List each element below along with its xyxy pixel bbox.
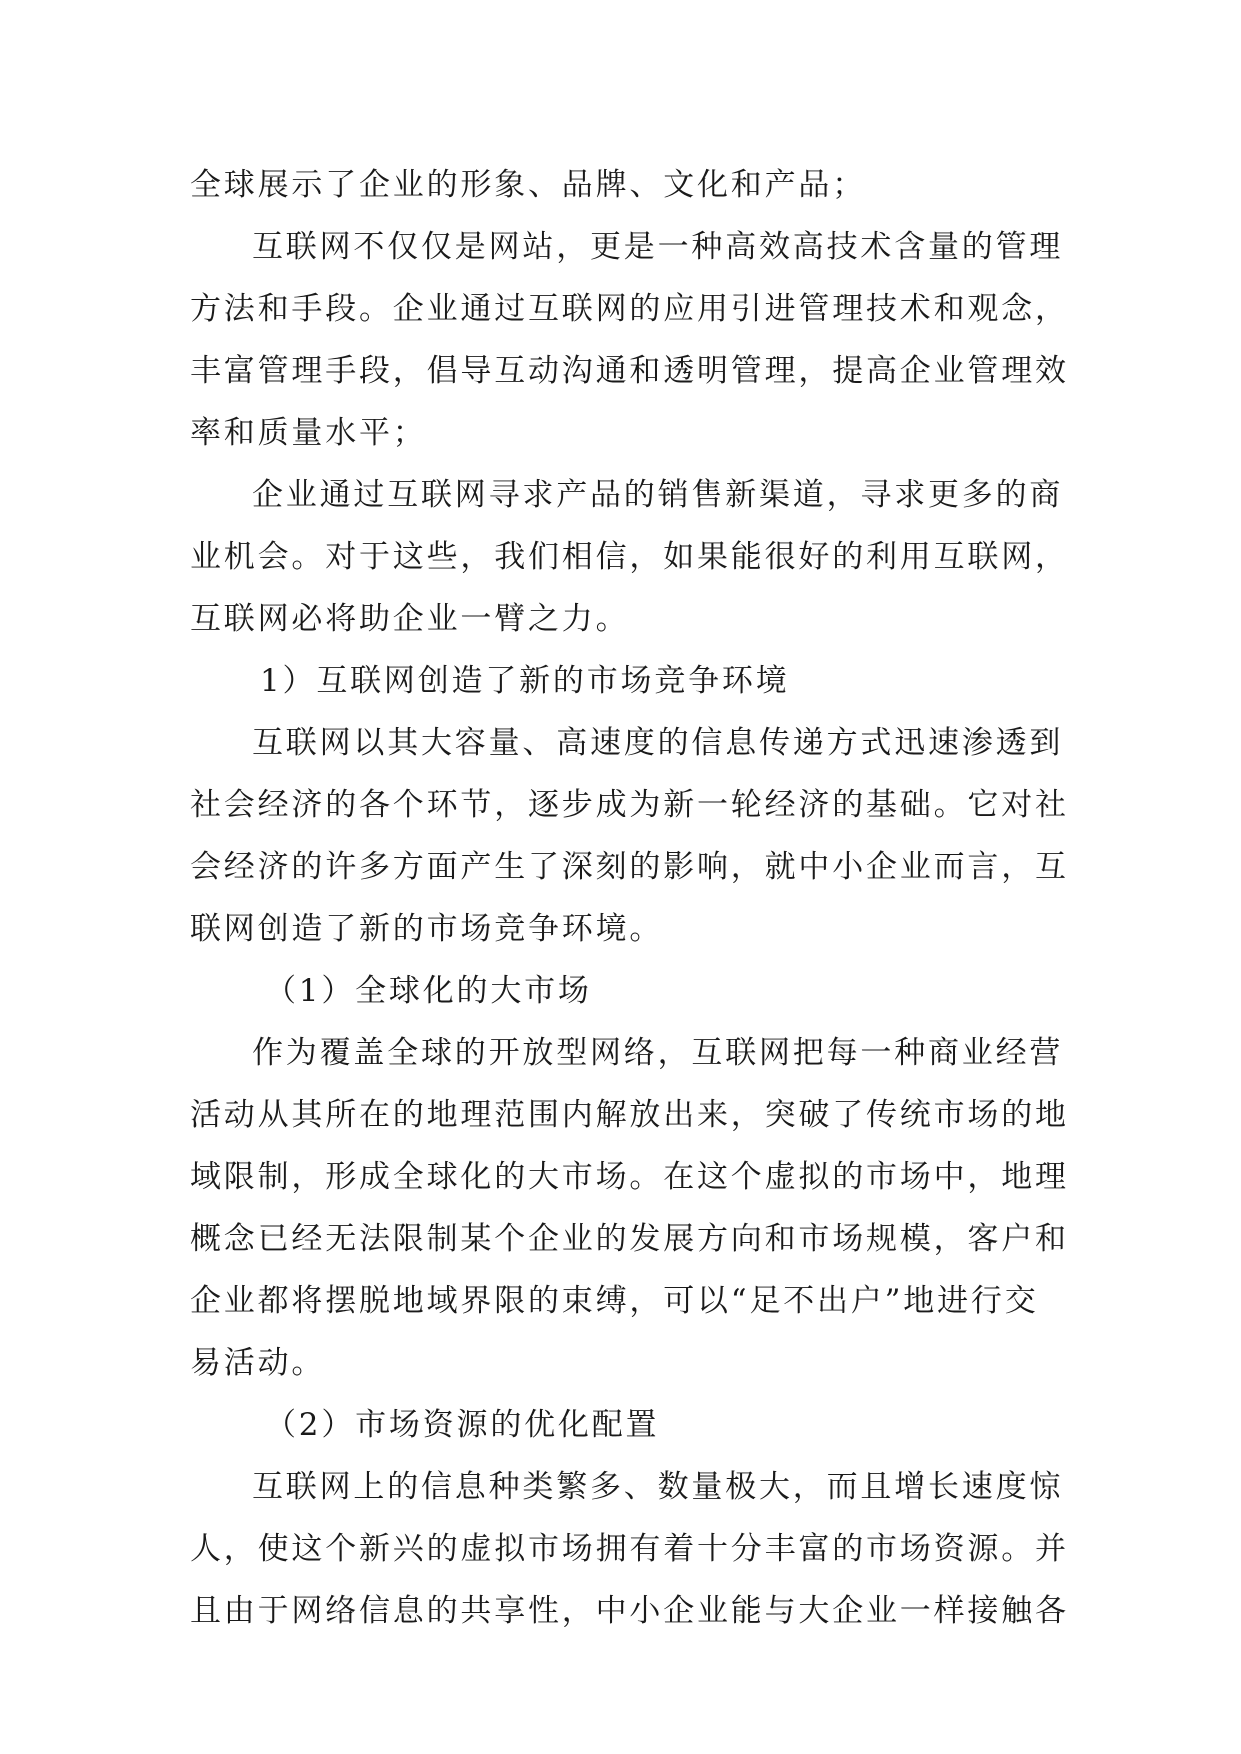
text-line: 易活动。 — [190, 1345, 326, 1381]
paragraph-first-line: 企业通过互联网寻求产品的销售新渠道，寻求更多的商 — [252, 477, 1064, 513]
text-line: 率和质量水平； — [190, 415, 427, 451]
text-line: 联网创造了新的市场竞争环境。 — [190, 911, 664, 947]
text-line: 方法和手段。企业通过互联网的应用引进管理技术和观念， — [190, 291, 1069, 327]
text-line: 域限制，形成全球化的大市场。在这个虚拟的市场中，地理 — [190, 1159, 1069, 1195]
paragraph-first-line: 互联网以其大容量、高速度的信息传递方式迅速渗透到 — [252, 725, 1064, 761]
text-line: 活动从其所在的地理范围内解放出来，突破了传统市场的地 — [190, 1097, 1069, 1133]
text-line: 人，使这个新兴的虚拟市场拥有着十分丰富的市场资源。并 — [190, 1531, 1069, 1567]
text-line: 全球展示了企业的形象、品牌、文化和产品； — [190, 167, 866, 203]
text-line: 业机会。对于这些，我们相信，如果能很好的利用互联网， — [190, 539, 1069, 575]
paragraph-first-line: 互联网不仅仅是网站，更是一种高效高技术含量的管理 — [252, 229, 1064, 265]
subsection-heading: （2）市场资源的优化配置 — [265, 1407, 660, 1443]
section-heading: 1）互联网创造了新的市场竞争环境 — [260, 663, 790, 699]
text-line: 概念已经无法限制某个企业的发展方向和市场规模，客户和 — [190, 1221, 1069, 1257]
text-line: 丰富管理手段，倡导互动沟通和透明管理，提高企业管理效 — [190, 353, 1069, 389]
paragraph-first-line: 作为覆盖全球的开放型网络，互联网把每一种商业经营 — [252, 1035, 1064, 1071]
body-text — [190, 154, 1069, 1642]
text-line: 会经济的许多方面产生了深刻的影响，就中小企业而言，互 — [190, 849, 1069, 885]
text-line: 互联网必将助企业一臂之力。 — [190, 601, 630, 637]
text-line: 企业都将摆脱地域界限的束缚，可以“足不出户”地进行交 — [190, 1283, 1039, 1319]
paragraph-first-line: 互联网上的信息种类繁多、数量极大，而且增长速度惊 — [252, 1469, 1064, 1505]
text-line: 社会经济的各个环节，逐步成为新一轮经济的基础。它对社 — [190, 787, 1069, 823]
subsection-heading: （1）全球化的大市场 — [265, 973, 592, 1009]
text-line: 且由于网络信息的共享性，中小企业能与大企业一样接触各 — [190, 1593, 1069, 1629]
